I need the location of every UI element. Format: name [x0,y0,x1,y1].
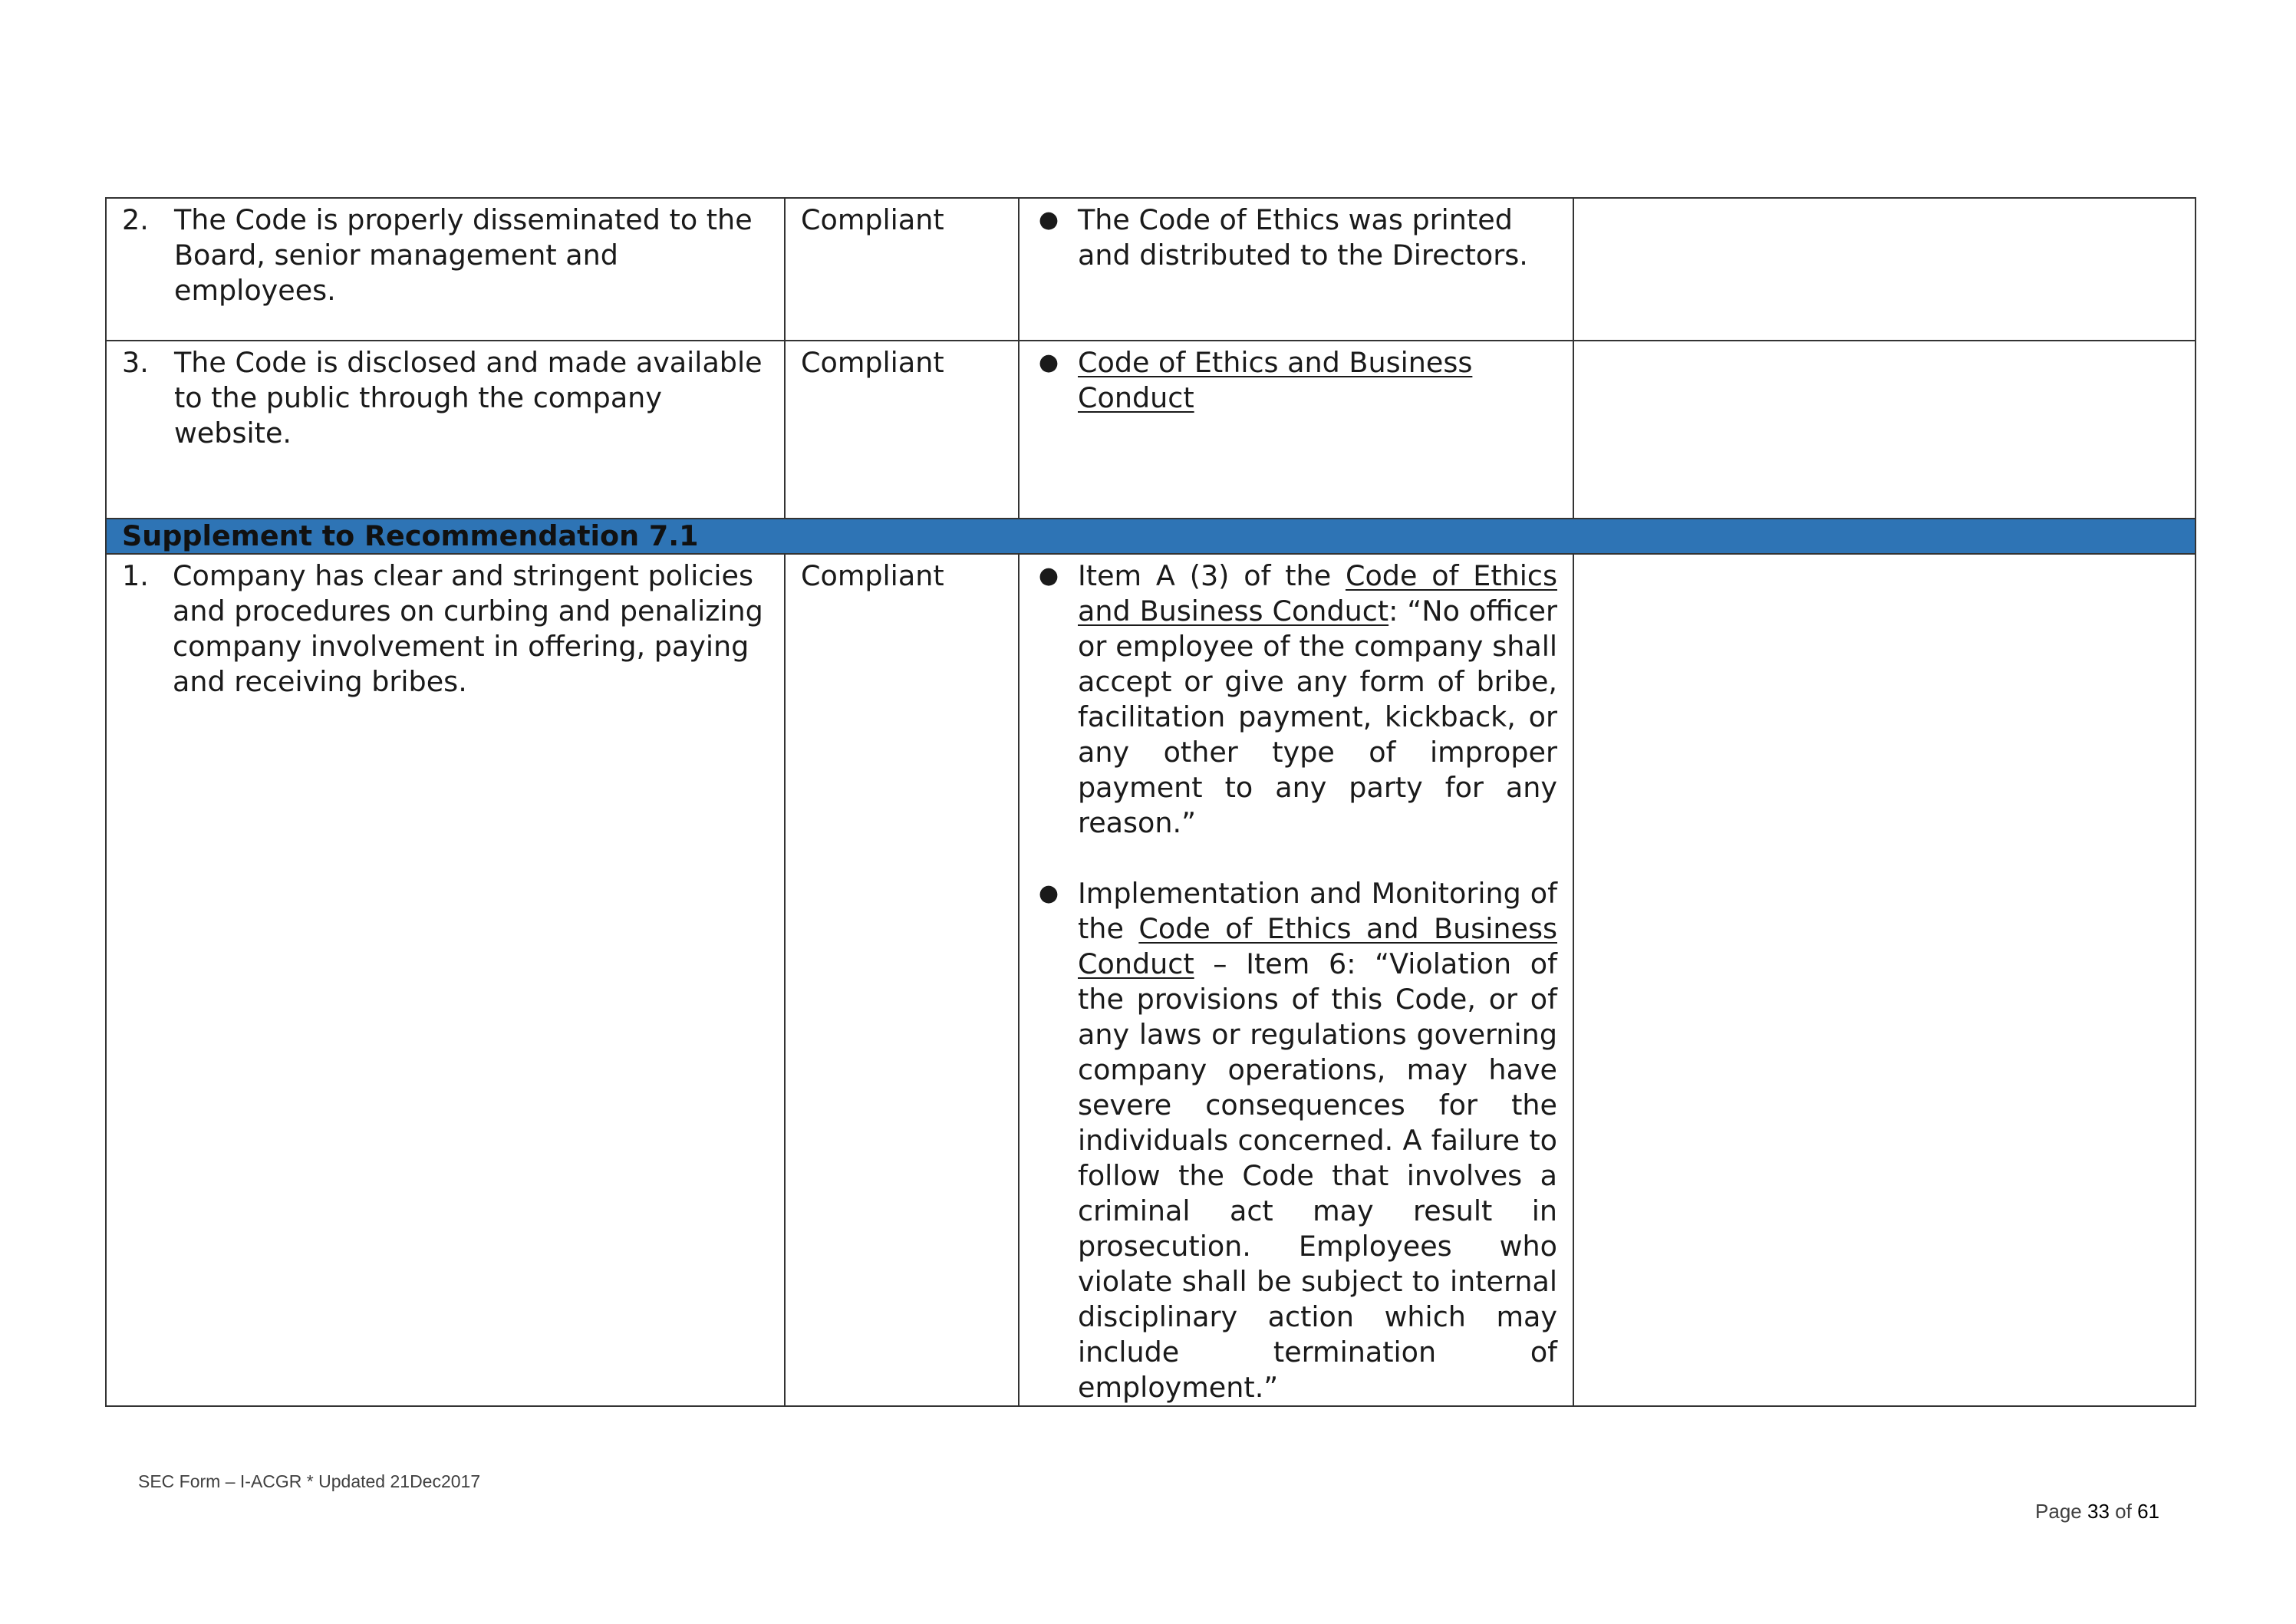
list-item [1020,876,1557,1405]
code-of-ethics-link[interactable]: Code of Ethics and Business Conduct [1078,912,1557,980]
explanation-cell [1019,341,1573,519]
explanation-text: Item A (3) of the Code of Ethics and Business Conduct: “No officer or employee of the company shall accept or give any form of bribe, facilitation payment, kickback, or any other type of improper payment to any party for any reason.” [1078,559,1557,839]
empty-cell [1573,554,2196,1406]
recommendation-cell [106,341,785,519]
total-pages: 61 [2137,1500,2159,1523]
item-number: 1. [122,559,149,592]
table-row [106,341,2196,519]
list-item [1020,345,1557,416]
status-cell [785,198,1019,341]
list-item [1020,558,1557,841]
table-row [106,198,2196,341]
recommendation-text: Company has clear and stringent policies and procedures on curbing and penalizing company involvement in offering, paying and receiving bribes. [173,559,763,698]
compliance-status: Compliant [801,346,944,379]
explanation-text: The Code of Ethics was printed and distributed to the Directors. [1078,203,1528,272]
table-row [106,554,2196,1406]
empty-cell [1573,341,2196,519]
compliance-table [105,197,2196,1407]
recommendation-cell [106,554,785,1406]
compliance-status: Compliant [801,559,944,592]
item-number: 3. [122,346,149,379]
current-page: 33 [2087,1500,2110,1523]
section-heading: Supplement to Recommendation 7.1 [106,519,2196,554]
page-number: Page 33 of 61 [2035,1500,2159,1523]
status-cell [785,341,1019,519]
bullet-icon: ● [1038,206,1059,233]
section-header-row [106,519,2196,554]
list-item [1020,203,1557,273]
item-number: 2. [122,203,149,236]
status-cell [785,554,1019,1406]
recommendation-text: The Code is properly disseminated to the Board, senior management and employees. [174,203,753,307]
code-of-ethics-link[interactable]: Code of Ethics and Business Conduct [1078,559,1557,628]
recommendation-text: The Code is disclosed and made available to the public through the company website. [174,346,763,450]
bullet-icon: ● [1038,880,1059,907]
recommendation-cell [106,198,785,341]
explanation-text: Implementation and Monitoring of the Code of Ethics and Business Conduct – Item 6: “Violation of the provisions of this Code, or of any laws or regulations governing company operations, may have severe consequences for the individuals concerned. A failure to follow the Code that involves a criminal act may result in prosecution. Employees who violate shall be subject to internal disciplinary action which may include termination of employment.” [1078,877,1557,1404]
explanation-cell [1019,198,1573,341]
bullet-icon: ● [1038,562,1059,589]
bullet-icon: ● [1038,349,1059,376]
explanation-cell [1019,554,1573,1406]
form-footer: SEC Form – I-ACGR * Updated 21Dec2017 [138,1471,481,1491]
compliance-status: Compliant [801,203,944,236]
code-of-ethics-link[interactable]: Code of Ethics and Business Conduct [1078,346,1473,414]
empty-cell [1573,198,2196,341]
